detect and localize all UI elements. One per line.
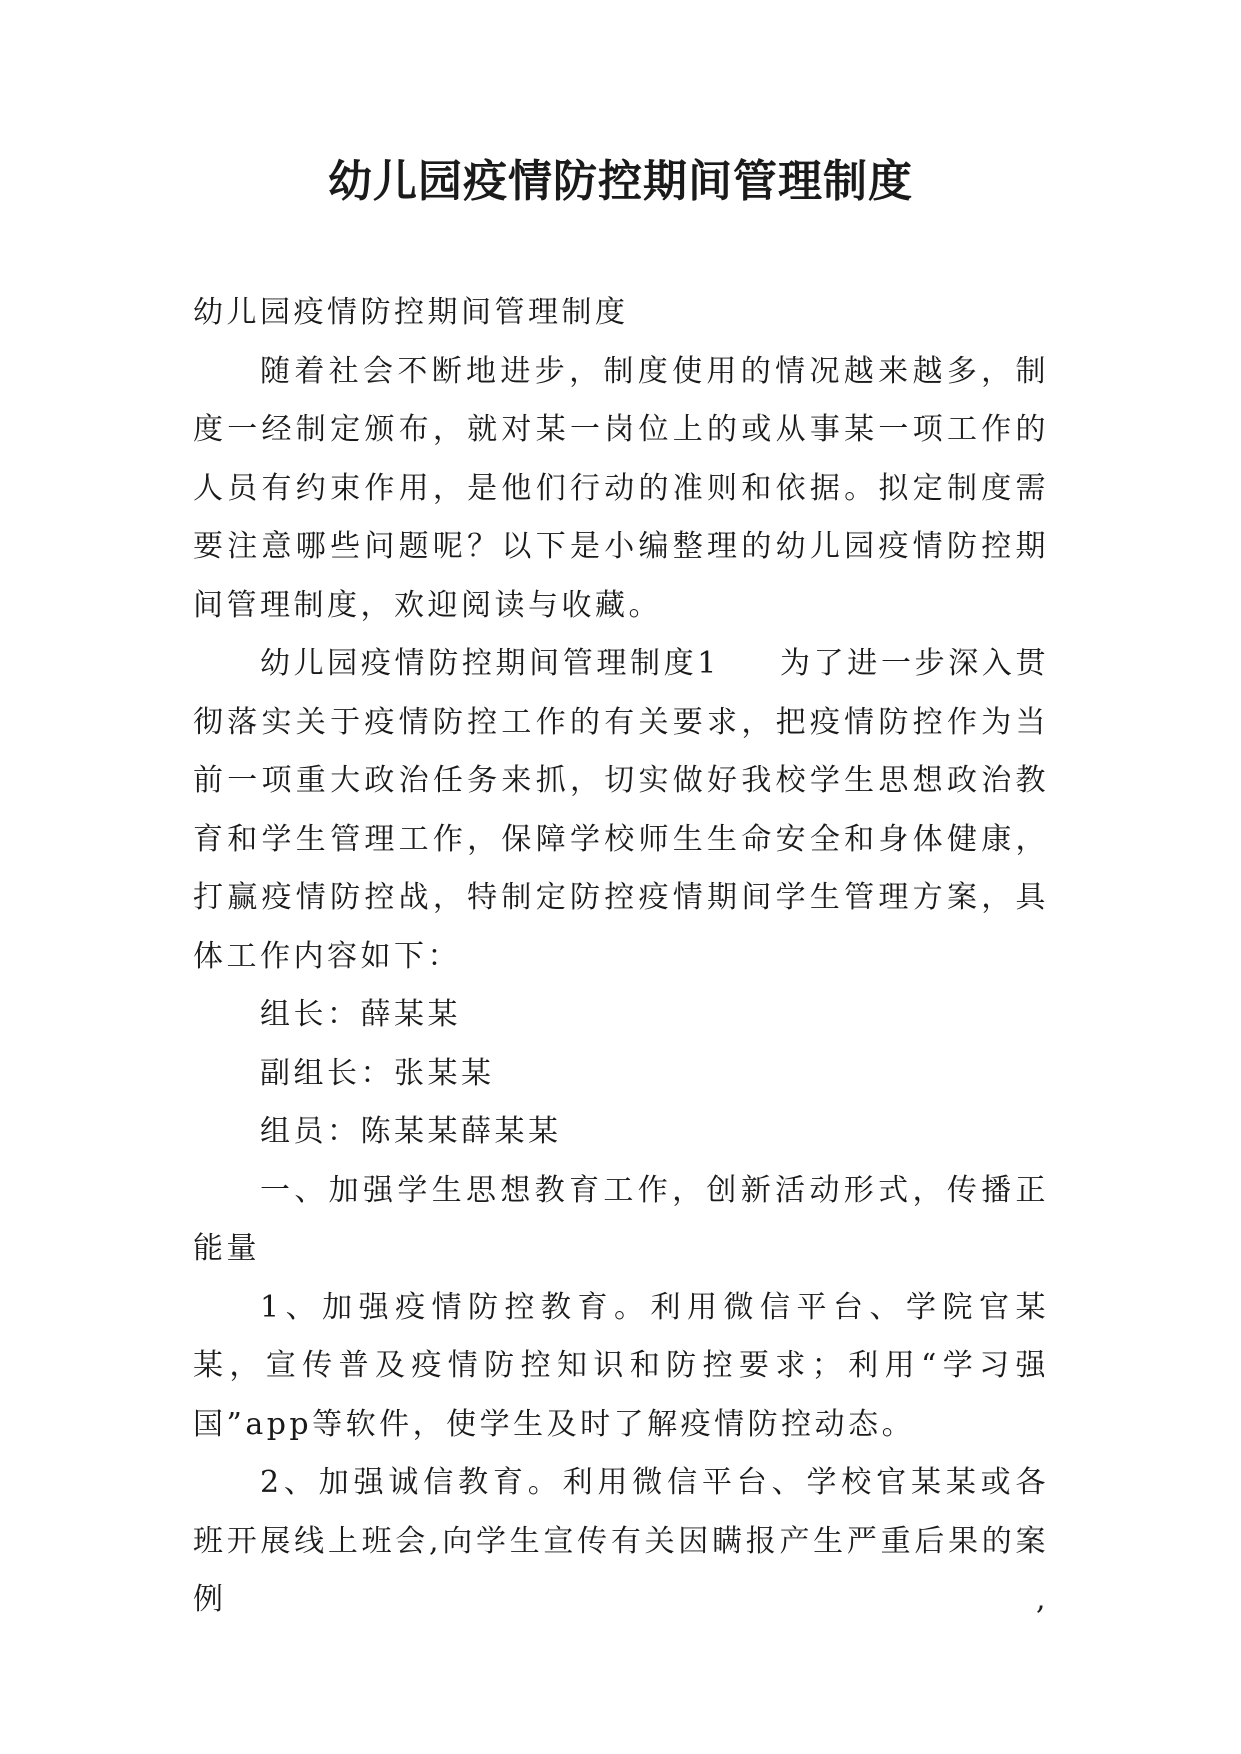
members-line: 组员：陈某某薛某某	[260, 1114, 562, 1149]
deputy-leader-line: 副组长：张某某	[260, 1055, 495, 1091]
intro-paragraph: 随着社会不断地进步，制度使用的情况越来越多，制度一经制定颁布，就对某一岗位上的或从事某一项工作的人员有约束作用，是他们行动的准则和依据。拟定制度需要注意哪些问题呢？以下是小编整理的幼儿园疫情防控期间管理制度，欢迎阅读与收藏。	[193, 353, 1049, 623]
document-title: 幼儿园疫情防控期间管理制度	[328, 156, 913, 207]
section-1-text: 为了进一步深入贯彻落实关于疫情防控工作的有关要求，把疫情防控作为当前一项重大政治任务来抓，切实做好我校学生思想政治教育和学生管理工作，保障学校师生生命安全和身体健康，打赢疫情防控战，特制定防控疫情期间学生管理方案，具体工作内容如下：	[193, 646, 1049, 974]
group-leader-line: 组长：薛某某	[260, 997, 461, 1032]
point-1-2-paragraph: 2、加强诚信教育。利用微信平台、学校官某某或各班开展线上班会,向学生宣传有关因瞒报产生严重后果的案例,	[193, 1465, 1049, 1617]
document-body	[193, 284, 1049, 1630]
document-subtitle: 幼儿园疫情防控期间管理制度	[193, 295, 629, 330]
point-1-1-paragraph: 1、加强疫情防控教育。利用微信平台、学院官某某，宣传普及疫情防控知识和防控要求；利用“学习强国”app等软件，使学生及时了解疫情防控动态。	[193, 1289, 1049, 1442]
section-1-heading: 幼儿园疫情防控期间管理制度1	[260, 646, 720, 681]
section-1-paragraph	[193, 635, 1049, 986]
point-1-heading: 一、加强学生思想教育工作，创新活动形式，传播正能量	[193, 1172, 1049, 1266]
